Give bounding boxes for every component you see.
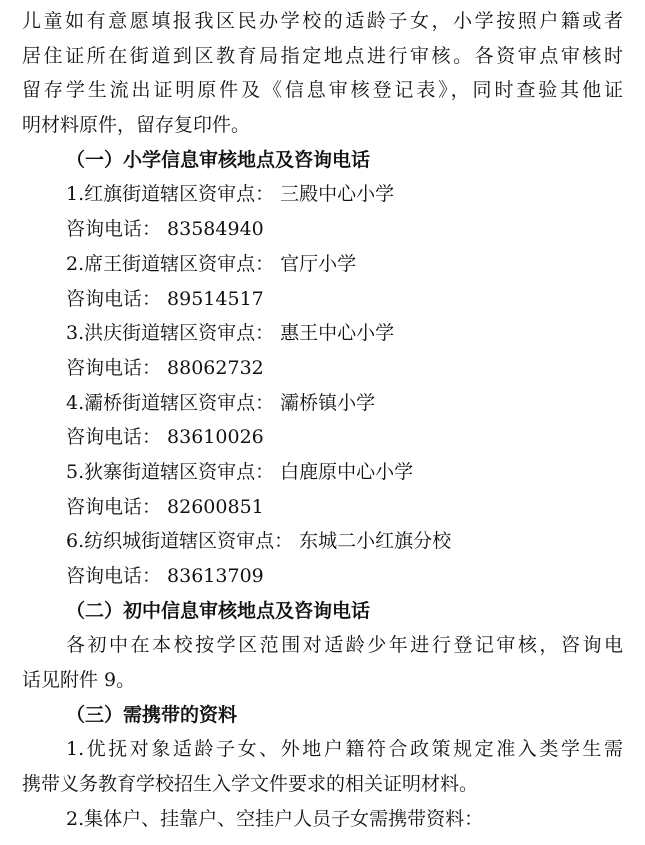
section3-heading: （三）需携带的资料 [66,703,238,726]
phone-3: 咨询电话： 88062732 [66,356,264,379]
site-1: 1.红旗街道辖区资审点： 三殿中心小学 [66,183,395,206]
section2-heading: （二）初中信息审核地点及咨询电话 [66,599,371,622]
intro-line-4: 明材料原件，留存复印件。 [22,114,251,137]
site-6: 6.纺织城街道辖区资审点： 东城二小红旗分校 [66,530,452,553]
phone-6: 咨询电话： 83613709 [66,565,264,587]
site-3: 3.洪庆街道辖区资审点： 惠王中心小学 [66,322,395,345]
phone-5: 咨询电话： 82600851 [66,495,264,518]
section3-line-1: 1.优抚对象适龄子女、外地户籍符合政策规定准入类学生需 [66,738,623,761]
section2-line-1: 各初中在本校按学区范围对适龄少年进行登记审核，咨询电 [66,634,623,657]
site-2: 2.席王街道辖区资审点： 官厅小学 [66,252,357,275]
section3-line-2: 携带义务教育学校招生入学文件要求的相关证明材料。 [22,773,479,796]
section2-line-2: 话见附件 9。 [22,669,136,692]
site-5: 5.狄寨街道辖区资审点： 白鹿原中心小学 [66,460,414,483]
phone-2: 咨询电话： 89514517 [66,287,264,310]
intro-line-2: 居住证所在街道到区教育局指定地点进行审核。各资审点审核时 [22,44,623,67]
intro-line-1: 儿童如有意愿填报我区民办学校的适龄子女，小学按照户籍或者 [22,10,623,32]
section3-line-3: 2.集体户、挂靠户、空挂户人员子女需携带资料： [66,807,484,830]
phone-1: 咨询电话： 83584940 [66,218,264,241]
site-4: 4.灞桥街道辖区资审点： 灞桥镇小学 [66,391,376,414]
phone-4: 咨询电话： 83610026 [66,426,264,449]
intro-line-3: 留存学生流出证明原件及《信息审核登记表》，同时查验其他证 [22,79,623,102]
section1-heading: （一）小学信息审核地点及咨询电话 [66,148,371,171]
